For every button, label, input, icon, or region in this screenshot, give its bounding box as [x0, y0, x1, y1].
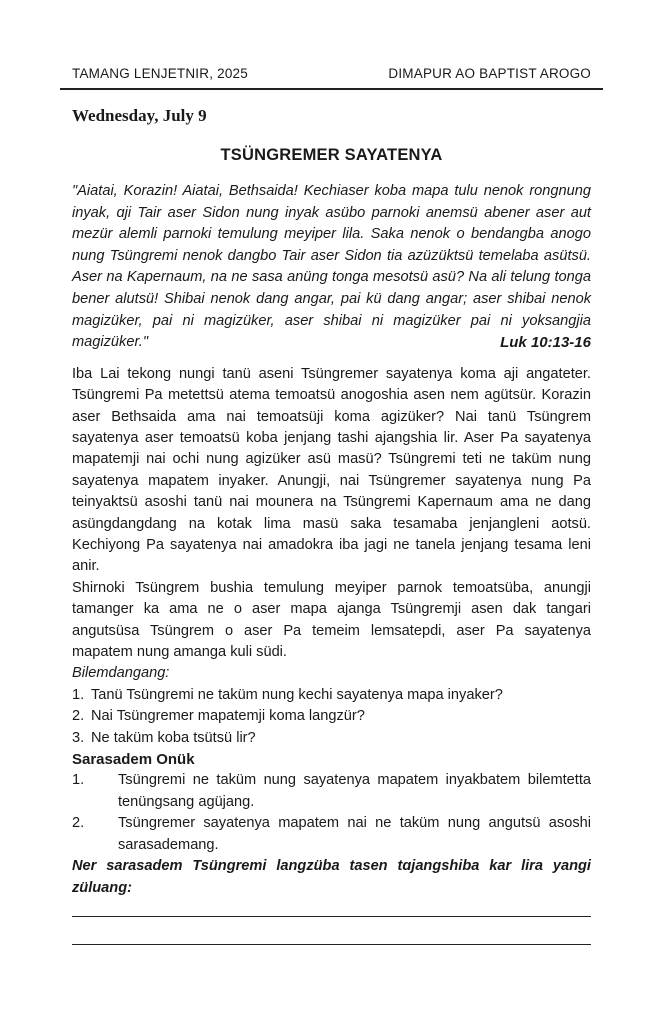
- paragraph: Shirnoki Tsüngrem bushia temulung meyiper parnok temoatsüba, anungji tamanger ka ama ne o aser mapa ajanga Tsüngremji asen dak tangari angutsüsa Tsüngrem o aser Pa temeim lemsatepdi, aser Pa sayatenya mapatem nung amanga kuli südi.: [72, 579, 591, 661]
- page-title: TSÜNGREMER SAYATENYA: [220, 146, 443, 164]
- list-item: [72, 706, 591, 727]
- item-number: 3.: [72, 729, 85, 746]
- item-number: 1.: [72, 686, 85, 703]
- item-number: 1.: [72, 772, 85, 789]
- header-organization: DIMAPUR AO BAPTIST AROGO: [388, 66, 591, 81]
- reflection-heading: Sarasadem Onük: [72, 751, 195, 769]
- questions-list: [72, 685, 591, 749]
- item-number: 2.: [72, 708, 85, 725]
- item-text: Ne taküm koba tsütsü lir?: [91, 729, 256, 746]
- list-item: [72, 813, 591, 856]
- reflection-list: [72, 770, 591, 856]
- scripture-reference: Luk 10:13-16: [500, 334, 591, 352]
- devotional-body: [72, 364, 591, 899]
- page-content: [72, 106, 591, 899]
- page-header: [72, 66, 591, 81]
- header-publication: TAMANG LENJETNIR, 2025: [72, 66, 248, 81]
- list-item: [72, 770, 591, 813]
- questions-label: Bilemdangang:: [72, 665, 170, 682]
- writing-prompt: Ner sarasadem Tsüngremi langzüba tasen tɑjangshiba kar lira yangi züluang:: [72, 858, 591, 896]
- item-number: 2.: [72, 815, 85, 832]
- header-divider: [60, 88, 603, 90]
- scripture-text: "Aiatai, Korazin! Aiatai, Bethsaida! Kechiaser koba mapa tulu nenok rongnung inyak, ɑji Tair aser Sidon nung inyak asübo parnoki anemsü abener aser aut mezür alemli parnoki temulung meyiper lila. Saka nenok o bendangba anogo nung Tsüngremi nenok dangbo Tair aser Sidon tia azüzüktsü temelaba asütsü. Aser na Kapernaum, na ne sasa anüng tonga mesotsü asü? Na ali telung tonga bener alutsü! Shibai nenok dang angar, pai kü dang angar; aser shibai nenok magizüker, pai ni magizüker, aser shibai ni magizüker pai ni yoksangjia magizüker.": [72, 183, 591, 351]
- answer-line[interactable]: [72, 944, 591, 945]
- answer-line[interactable]: [72, 916, 591, 917]
- item-text: Tsüngremer sayatenya mapatem nai ne taküm nung angutsü asoshi sarasademang.: [118, 815, 591, 853]
- item-text: Tanü Tsüngremi ne taküm nung kechi sayatenya mapa inyaker?: [91, 686, 503, 703]
- item-text: Nai Tsüngremer mapatemji koma langzür?: [91, 708, 365, 725]
- paragraph: Iba Lai tekong nungi tanü aseni Tsüngremer sayatenya koma aji angateter. Tsüngremi Pa metettsü atema temoatsü anogoshia asen nem agütsür. Korazin aser Bethsaida ama nai temoatsüji koma agizüker? Nai tanü Tsüngrem sayatenya aser temoatsü koba jenjang tashi ajangshia lir. Aser Pa sayatenya mapatemji nai ochi nung agizüker asü masü? Tsüngremi teti ne taküm nung sayatenya mapatem inyaker. Anungji, nai Tsüngremer sayatenya nung Pa teinyaktsü asoshi tanü nai mounera na Tsüngremi Kapernaum ama ne dang asüngdangdang na kotak lima masü saka tesamaba jenjangleni aotsü. Kechiyong Pa sayatenya nai amadokra iba jagi ne tanela jenjang tesama leni anir.: [72, 365, 591, 575]
- scripture-passage: [72, 181, 591, 354]
- day-heading: Wednesday, July 9: [72, 106, 207, 125]
- item-text: Tsüngremi ne taküm nung sayatenya mapatem inyakbatem bilemtetta tenüngsang agüjang.: [118, 772, 591, 810]
- list-item: [72, 728, 591, 749]
- list-item: [72, 685, 591, 706]
